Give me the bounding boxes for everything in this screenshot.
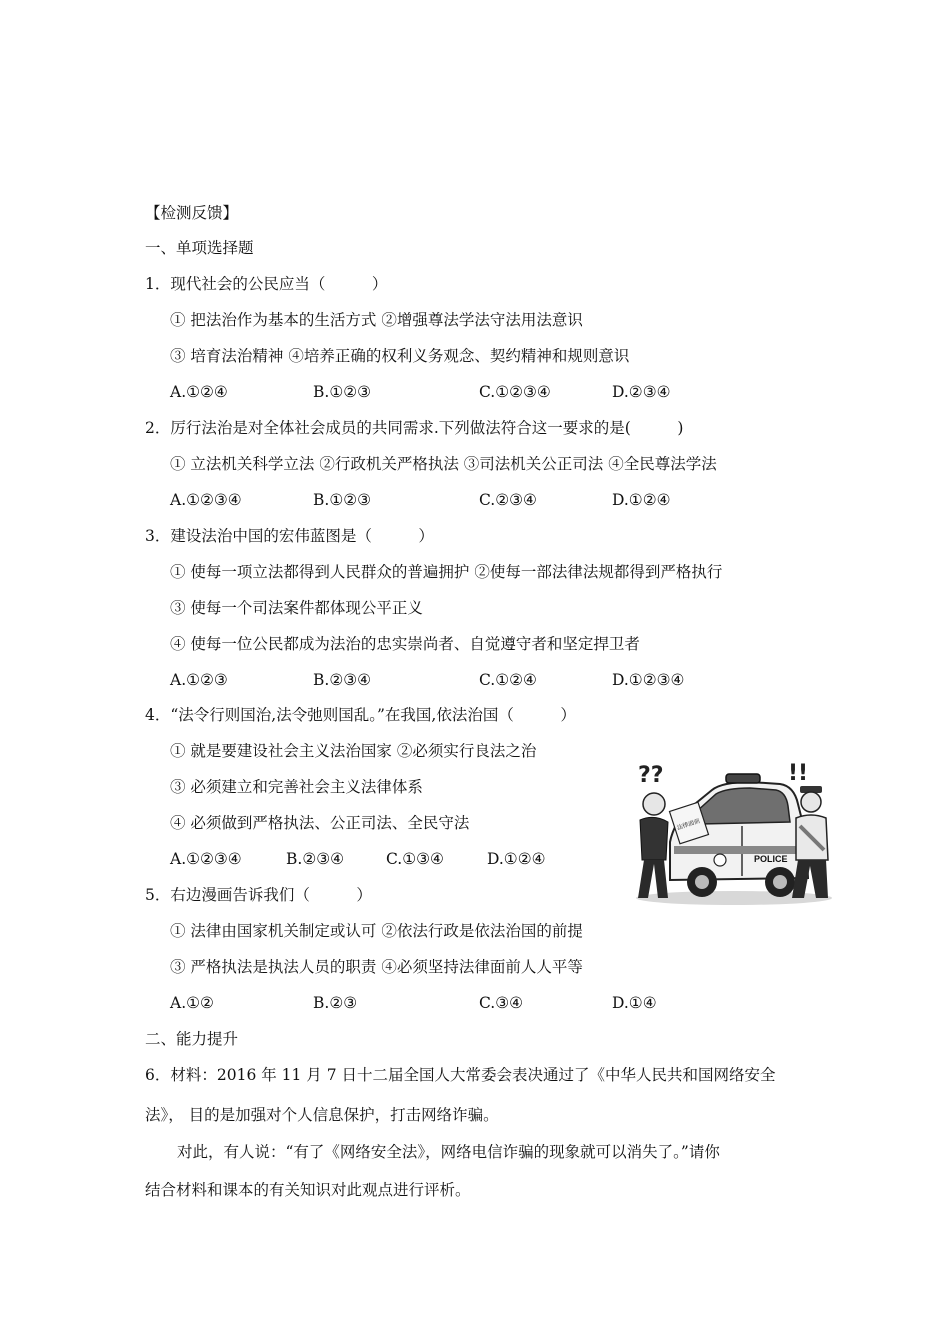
part1-heading: 一、单项选择题 — [145, 239, 254, 257]
question-2-option-c: C.②③④ — [479, 491, 537, 509]
question-3-item: ③ 使每一个司法案件都体现公平正义 — [170, 599, 423, 617]
question-3-option-c: C.①②④ — [479, 671, 537, 689]
question-4-item: ① 就是要建设社会主义法治国家 ②必须实行良法之治 — [170, 742, 537, 760]
man-head — [643, 793, 665, 815]
question-5-stem: 5．右边漫画告诉我们（ ） — [145, 886, 372, 904]
car-police-text: POLICE — [754, 854, 788, 864]
question-6-line: 结合材料和课本的有关知识对此观点进行评析。 — [145, 1181, 471, 1199]
question-1-stem: 1．现代社会的公民应当（ ） — [145, 275, 388, 293]
question-4-stem: 4．“法令行则国治,法令弛则国乱。”在我国,依法治国（ ） — [145, 706, 576, 724]
section-heading: 【检测反馈】 — [145, 204, 239, 222]
question-6-line: 6．材料：2016 年 11 月 7 日十二届全国人大常委会表决通过了《中华人民共和国网络安全 — [145, 1066, 776, 1084]
question-4-option-b: B.②③④ — [286, 850, 345, 868]
question-2-item: ① 立法机关科学立法 ②行政机关严格执法 ③司法机关公正司法 ④全民尊法学法 — [170, 455, 717, 473]
question-5-option-b: B.②③ — [313, 994, 358, 1012]
question-4-item: ③ 必须建立和完善社会主义法律体系 — [170, 778, 423, 796]
question-4-option-c: C.①③④ — [386, 850, 444, 868]
car-light-bar — [726, 774, 760, 783]
question-3-item: ① 使每一项立法都得到人民群众的普遍拥护 ②使每一部法律法规都得到严格执行 — [170, 563, 723, 581]
man-body — [640, 817, 668, 860]
question-2-option-b: B.①②③ — [313, 491, 372, 509]
question-5-item: ① 法律由国家机关制定或认可 ②依法行政是依法治国的前提 — [170, 922, 583, 940]
question-2-option-d: D.①②④ — [612, 491, 671, 509]
man-legs — [638, 860, 668, 898]
question-5-option-d: D.①④ — [612, 994, 657, 1012]
question-4-option-a: A.①②③④ — [170, 850, 242, 868]
question-2-stem: 2．厉行法治是对全体社会成员的共同需求.下列做法符合这一要求的是( ) — [145, 419, 684, 437]
officer-head — [801, 792, 821, 812]
question-1-option-b: B.①②③ — [313, 383, 372, 401]
question-1-item: ① 把法治作为基本的生活方式 ②增强尊法学法守法用法意识 — [170, 311, 583, 329]
question-4-item: ④ 必须做到严格执法、公正司法、全民守法 — [170, 814, 470, 832]
exclamation-marks-icon: !! — [788, 761, 809, 786]
question-1-option-d: D.②③④ — [612, 383, 671, 401]
question-5-option-c: C.③④ — [479, 994, 524, 1012]
question-5-option-a: A.①② — [170, 994, 214, 1012]
part2-heading: 二、能力提升 — [145, 1030, 239, 1048]
question-3-option-d: D.①②③④ — [612, 671, 685, 689]
police-cartoon-illustration — [630, 760, 838, 908]
question-3-item: ④ 使每一位公民都成为法治的忠实崇尚者、自觉遵守者和坚定捍卫者 — [170, 635, 640, 653]
question-1-item: ③ 培育法治精神 ④培养正确的权利义务观念、契约精神和规则意识 — [170, 347, 630, 365]
question-5-item: ③ 严格执法是执法人员的职责 ④必须坚持法律面前人人平等 — [170, 958, 583, 976]
question-4-option-d: D.①②④ — [487, 850, 546, 868]
officer-legs — [792, 860, 828, 898]
question-2-option-a: A.①②③④ — [170, 491, 242, 509]
question-1-option-c: C.①②③④ — [479, 383, 551, 401]
question-6-line: 法》， 目的是加强对个人信息保护，打击网络诈骗。 — [145, 1106, 499, 1124]
question-1-option-a: A.①②④ — [170, 383, 228, 401]
question-3-option-b: B.②③④ — [313, 671, 372, 689]
svg-text:法律面前: 法律面前 — [676, 817, 702, 832]
question-marks-icon: ?? — [638, 763, 664, 788]
question-6-line: 对此，有人说：“有了《网络安全法》，网络电信诈骗的现象就可以消失了。”请你 — [177, 1143, 720, 1161]
question-3-option-a: A.①②③ — [170, 671, 228, 689]
question-3-stem: 3．建设法治中国的宏伟蓝图是（ ） — [145, 527, 434, 545]
